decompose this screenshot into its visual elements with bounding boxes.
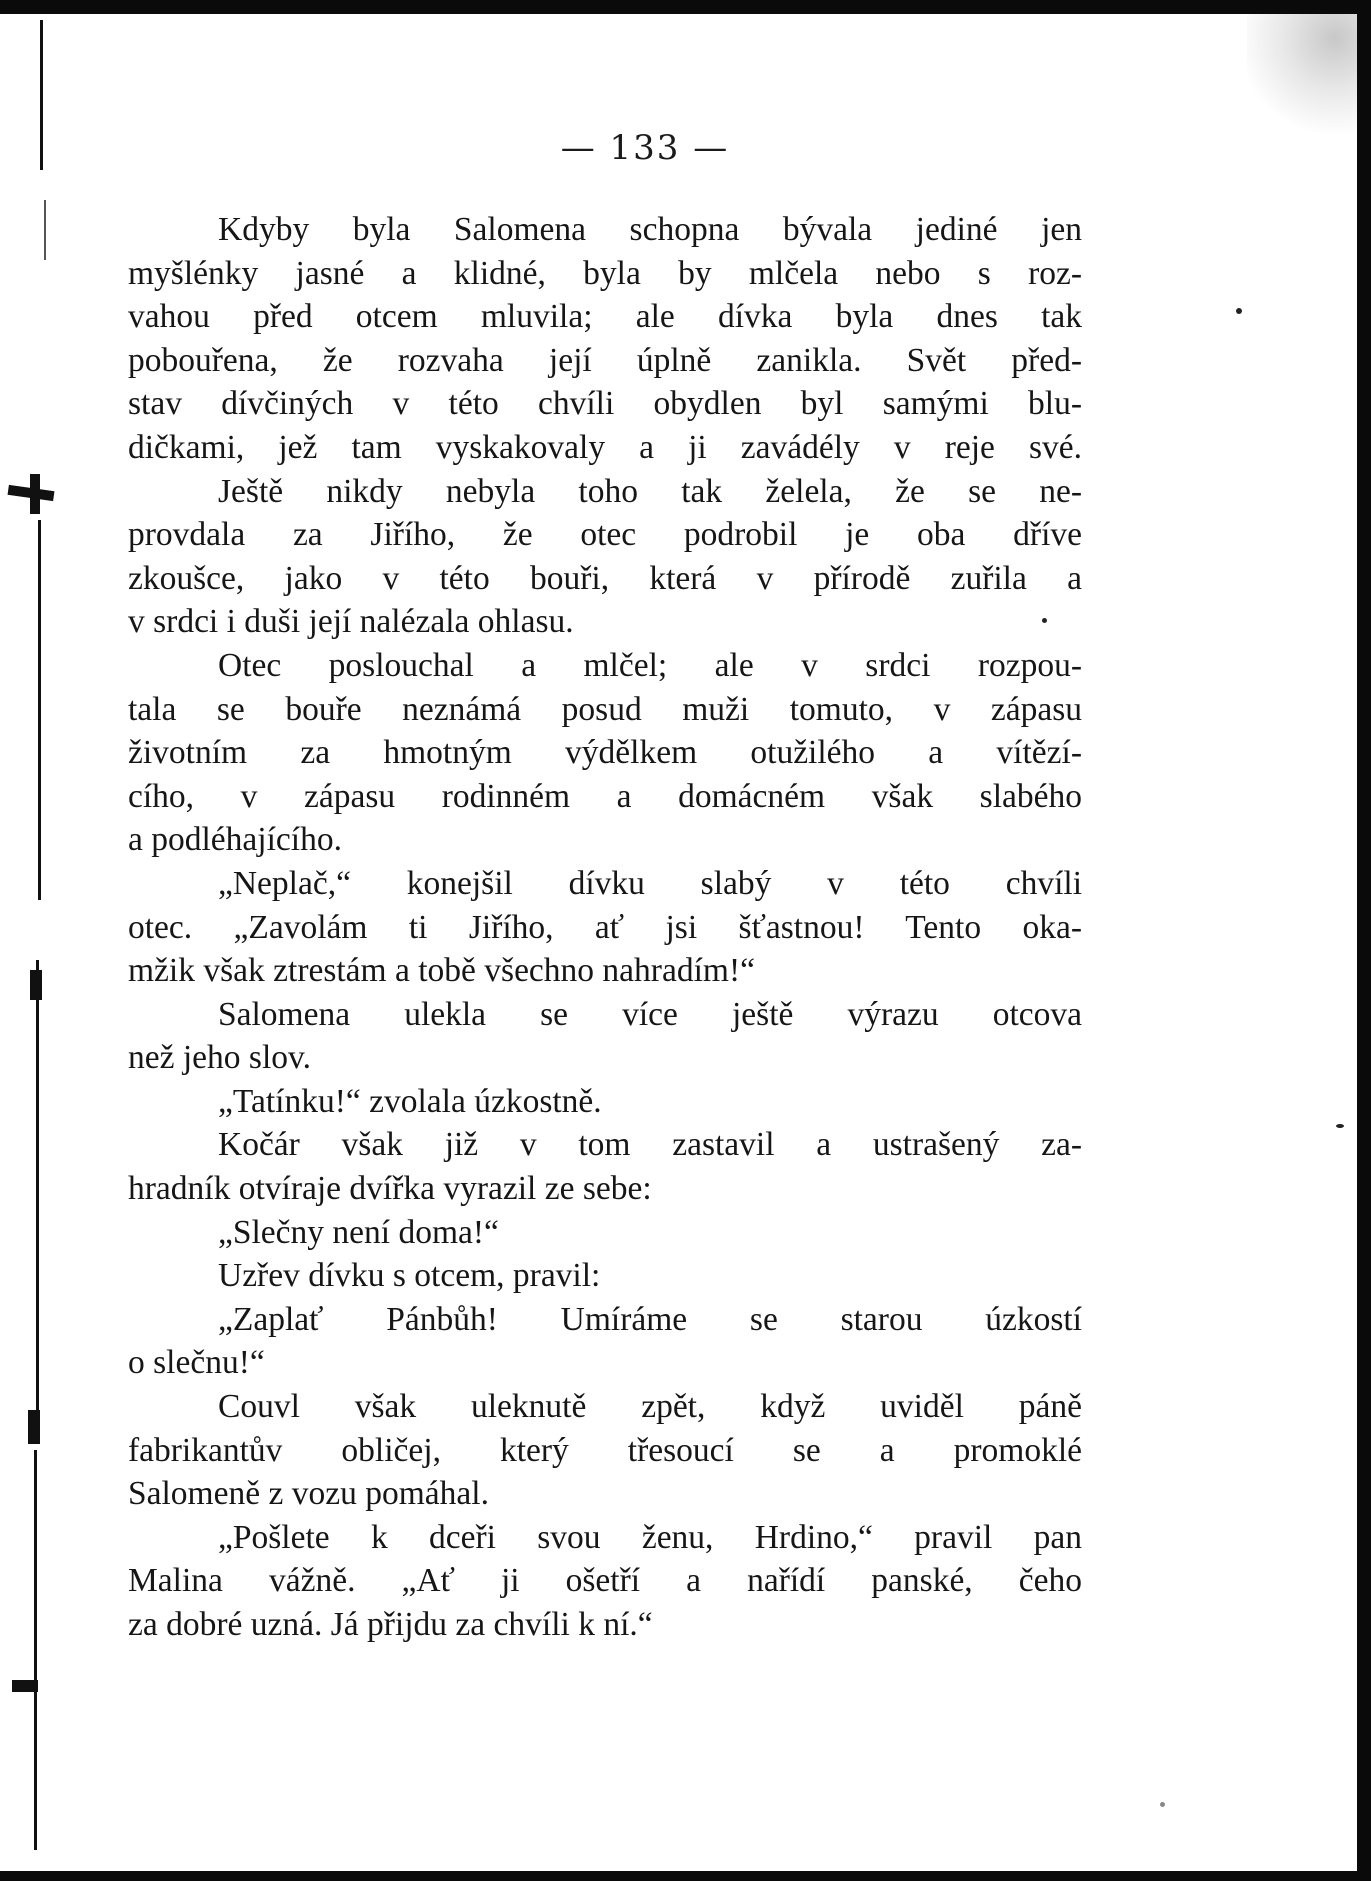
text-line: provdala za Jiřího, že otec podrobil je oba dříve [128,516,1082,554]
binding-edge-line [36,960,39,1430]
text-line: o slečnu!“ [128,1344,265,1382]
text-line: za dobré uzná. Já přijdu za chvíli k ní.“ [128,1606,653,1643]
body-text [128,208,1082,1647]
binding-clip-mark [12,1680,38,1692]
binding-clip-mark [28,1410,40,1444]
binding-edge-line [38,520,41,900]
text-line: Uzřev dívku s otcem, pravil: [218,1257,601,1295]
text-line: životním za hmotným výdělkem otužilého a vítězí- [128,734,1082,772]
dust-speck [1336,1124,1344,1128]
text-line: Ještě nikdy nebyla toho tak želela, že se ne- [218,472,1082,510]
text-line: Couvl však uleknutě zpět, když uviděl páně [218,1388,1082,1426]
text-line: zkoušce, jako v této bouři, která v přírodě zuřila a [128,559,1082,597]
text-line: stav dívčiných v této chvíli obydlen byl samými blu- [128,385,1082,423]
binding-clip-mark [30,970,42,1000]
text-line: a podléhajícího. [128,821,342,859]
scan-border-bottom [0,1871,1371,1881]
text-line: Kdyby byla Salomena schopna bývala jediné jen [218,211,1082,248]
text-line: Malina vážně. „Ať ji ošetří a nařídí panské, čeho [128,1562,1082,1600]
text-line: „Tatínku!“ zvolala úzkostně. [218,1082,602,1120]
dust-speck [1236,308,1242,314]
text-line: Salomeně z vozu pomáhal. [128,1475,489,1513]
text-line: Otec poslouchal a mlčel; ale v srdci rozpou- [218,646,1082,684]
text-line: „Pošlete k dceři svou ženu, Hrdino,“ pravil pan [218,1518,1082,1556]
text-line: cího, v zápasu rodinném a domácném však slabého [128,777,1082,815]
text-line: hradník otvíraje dvířka vyrazil ze sebe: [128,1170,652,1208]
text-line: „Zaplať Pánbůh! Umíráme se starou úzkostí [218,1300,1082,1338]
text-line: „Slečny není doma!“ [218,1213,499,1251]
text-line: vahou před otcem mluvila; ale dívka byla dnes tak [128,298,1082,336]
text-line: v srdci i duši její nalézala ohlasu. [128,603,574,641]
page-corner-stain [1247,14,1357,134]
text-line: fabrikantův obličej, který třesoucí se a promoklé [128,1431,1082,1469]
binding-edge-line [44,200,46,260]
text-line: myšlénky jasné a klidné, byla by mlčela nebo s roz- [128,254,1082,292]
text-line: Kočár však již v tom zastavil a ustrašený za- [218,1126,1082,1164]
text-line: než jeho slov. [128,1039,311,1077]
text-line: „Neplač,“ konejšil dívku slabý v této chvíli [218,864,1082,902]
text-line: dičkami, jež tam vyskakovaly a ji zavádély v reje své. [128,428,1082,466]
scan-border-top [0,0,1371,14]
text-line: tala se bouře neznámá posud muži tomuto, v zápasu [128,690,1082,728]
binding-edge-line [34,1450,37,1850]
page-number: — 133 — [560,128,730,168]
binding-clip-mark [30,474,40,514]
text-line: Salomena ulekla se více ještě výrazu otcova [218,995,1082,1033]
text-line: pobouřena, že rozvaha její úplně zanikla. Svět před- [128,341,1082,379]
text-line: mžik však ztrestám a tobě všechno nahradím!“ [128,952,755,990]
text-line: otec. „Zavolám ti Jiřího, ať jsi šťastnou! Tento oka- [128,908,1082,946]
dust-speck [1160,1802,1165,1807]
scan-border-right [1357,0,1371,1881]
